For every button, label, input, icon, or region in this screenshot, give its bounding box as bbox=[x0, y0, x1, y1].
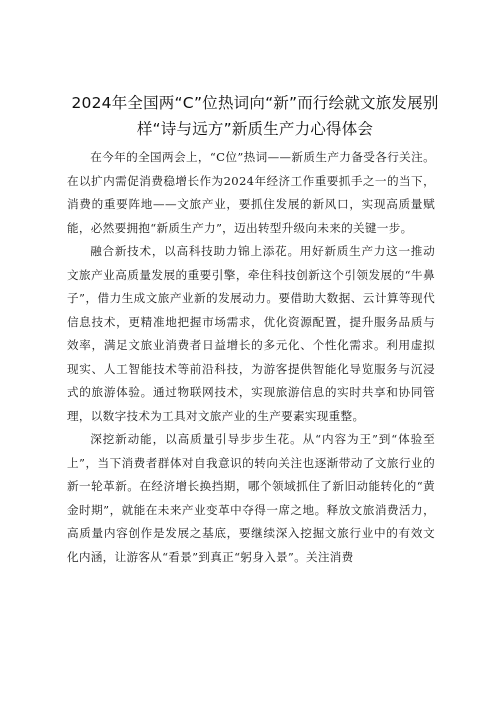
title-line-2: 样“诗与远方”新质生产力心得体会 bbox=[136, 120, 374, 138]
paragraph-3: 深挖新动能，以高质量引导步步生花。从“内容为王”到“体验至上”，当下消费者群体对自我意识的转向关注也逐渐带动了文旅行业的新一轮革新。在经济增长换挡期，哪个领域抓住了新旧动能转化的“黄金时期”，就能在未来产业变革中夺得一席之地。释放文旅消费活力，高质量内容创作是发展之基底，要继续深入挖掘文旅行业中的有效文化内涵，让游客从“看景”到真正“躬身入景”。关注消费 bbox=[67, 432, 435, 564]
document-title bbox=[70, 90, 440, 142]
document-body bbox=[67, 146, 435, 569]
paragraph-2: 融合新技术，以高科技助力锦上添花。用好新质生产力这一推动文旅产业高质量发展的重要引擎，牵住科技创新这个引领发展的“牛鼻子”，借力生成文旅产业新的发展动力。要借助大数据、云计算等现代信息技术，更精准地把握市场需求，优化资源配置，提升服务品质与效率，满足文旅业消费者日益增长的多元化、个性化需求。利用虚拟现实、人工智能技术等前沿科技，为游客提供智能化导览服务与沉浸式的旅游体验。通过物联网技术，实现旅游信息的实时共享和协同管理，以数字技术为工具对文旅产业的生产要素实现重整。 bbox=[67, 244, 435, 423]
title-line-1: 2024年全国两“C”位热词向“新”而行绘就文旅发展别 bbox=[71, 94, 439, 112]
paragraph-1: 在今年的全国两会上，“C位”热词——新质生产力备受各行关注。在以扩内需促消费稳增长作为2024年经济工作重要抓手之一的当下，消费的重要阵地——文旅产业，要抓住发展的新风口，实现高质量赋能，必然要拥抱“新质生产力”，迈出转型升级向未来的关键一步。 bbox=[67, 150, 435, 235]
